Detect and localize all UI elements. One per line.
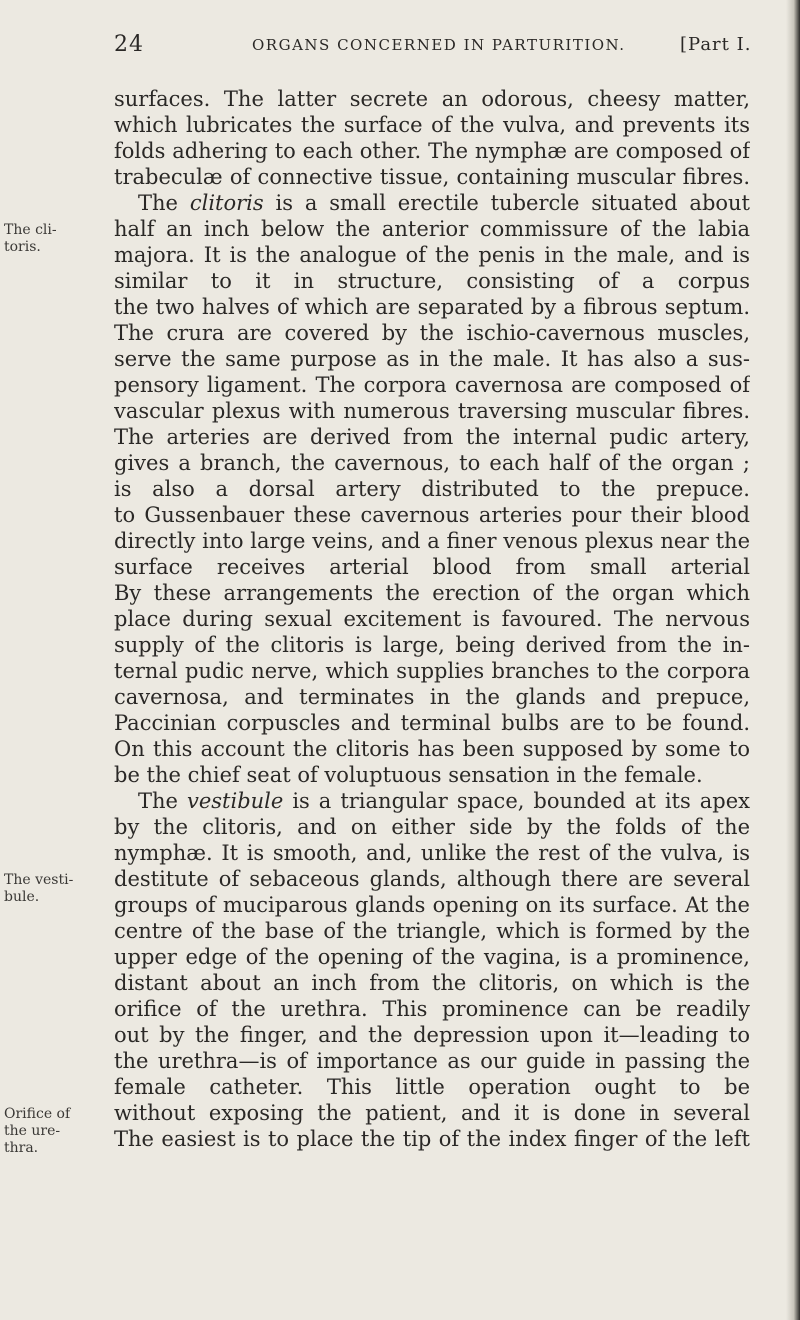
text-line: out by the finger, and the depression upon it—leading to — [114, 1023, 750, 1047]
text-line: orifice of the urethra. This prominence can be readily — [114, 997, 750, 1021]
italic-term: clitoris — [189, 191, 264, 215]
margin-note-line: Orifice of — [4, 1106, 71, 1122]
text-line: majora. It is the analogue of the penis in the male, and is — [114, 243, 750, 267]
part-label: [Part I. — [680, 34, 752, 55]
text-line: the two halves of which are separated by a fibrous septum. — [114, 295, 750, 319]
text-line: the urethra—is of importance as our guide in passing the — [114, 1049, 750, 1073]
text-line: surfaces. The latter secrete an odorous, cheesy matter, — [114, 87, 750, 111]
text-run: is a triangular space, bounded at its apex — [283, 789, 750, 813]
italic-term: vestibule — [186, 789, 284, 813]
text-line: is also a dorsal artery distributed to the prepuce. — [114, 477, 750, 501]
text-line: directly into large veins, and a finer venous plexus near the — [114, 529, 750, 553]
text-line: surface receives arterial blood from small arterial — [114, 555, 750, 579]
text-line: similar to it in structure, consisting of a corpus — [114, 269, 750, 293]
text-line: gives a branch, the cavernous, to each half of the organ ; — [114, 451, 750, 475]
text-line: The arteries are derived from the internal pudic artery, — [114, 425, 750, 449]
text-line: supply of the clitoris is large, being derived from the in- — [114, 633, 750, 657]
text-line: place during sexual excitement is favoured. The nervous — [114, 607, 750, 631]
margin-note-line: toris. — [4, 239, 41, 255]
text-line: be the chief seat of voluptuous sensation in the female. — [114, 763, 703, 787]
text-line: upper edge of the opening of the vagina, is a prominence, — [114, 945, 750, 969]
text-run: The — [138, 191, 190, 215]
page-header — [0, 22, 800, 58]
text-line: By these arrangements the erection of the organ which — [114, 581, 750, 605]
text-line: centre of the base of the triangle, which is formed by the — [114, 919, 750, 943]
page-edge-shadow — [786, 0, 800, 1320]
margin-note-line: bule. — [4, 889, 40, 905]
text-line: nymphæ. It is smooth, and, unlike the rest of the vulva, is — [114, 841, 750, 865]
running-title: ORGANS CONCERNED IN PARTURITION. — [252, 36, 626, 54]
text-run: is a small erectile tubercle situated about — [263, 191, 750, 215]
text-line: to Gussenbauer these cavernous arteries pour their blood — [114, 503, 750, 527]
text-line: without exposing the patient, and it is done in several — [114, 1101, 750, 1125]
margin-note-vestibule — [4, 872, 104, 906]
text-line: female catheter. This little operation ought to be — [114, 1075, 750, 1099]
text-line: destitute of sebaceous glands, although there are several — [114, 867, 750, 891]
text-line: The easiest is to place the tip of the index finger of the left — [114, 1127, 750, 1151]
text-line: vascular plexus with numerous traversing muscular fibres. — [114, 399, 750, 423]
text-run: The — [138, 789, 187, 813]
text-line: cavernosa, and terminates in the glands and prepuce, — [114, 685, 750, 709]
text-line — [114, 788, 750, 814]
text-line: by the clitoris, and on either side by the folds of the — [114, 815, 750, 839]
text-line: ternal pudic nerve, which supplies branches to the corpora — [114, 659, 750, 683]
margin-note-line: The vesti- — [4, 872, 74, 888]
margin-note-urethra — [4, 1106, 104, 1157]
text-line: On this account the clitoris has been supposed by some to — [114, 737, 750, 761]
text-line: distant about an inch from the clitoris, on which is the — [114, 971, 750, 995]
text-line: Paccinian corpuscles and terminal bulbs are to be found. — [114, 711, 750, 735]
text-line: pensory ligament. The corpora cavernosa are composed of — [114, 373, 750, 397]
margin-note-clitoris — [4, 222, 104, 256]
text-line: groups of muciparous glands opening on its surface. At the — [114, 893, 750, 917]
text-line: trabeculæ of connective tissue, containing muscular fibres. — [114, 165, 750, 189]
margin-note-line: the ure- — [4, 1123, 61, 1139]
text-line: which lubricates the surface of the vulva, and prevents its — [114, 113, 750, 137]
margin-note-line: thra. — [4, 1140, 39, 1156]
margin-note-line: The cli- — [4, 222, 57, 238]
page-number: 24 — [114, 32, 144, 57]
text-line: serve the same purpose as in the male. It has also a sus- — [114, 347, 750, 371]
text-line: half an inch below the anterior commissure of the labia — [114, 217, 750, 241]
text-line — [114, 190, 750, 216]
text-line: folds adhering to each other. The nymphæ are composed of — [114, 139, 750, 163]
text-line: The crura are covered by the ischio-cavernous muscles, — [114, 321, 750, 345]
